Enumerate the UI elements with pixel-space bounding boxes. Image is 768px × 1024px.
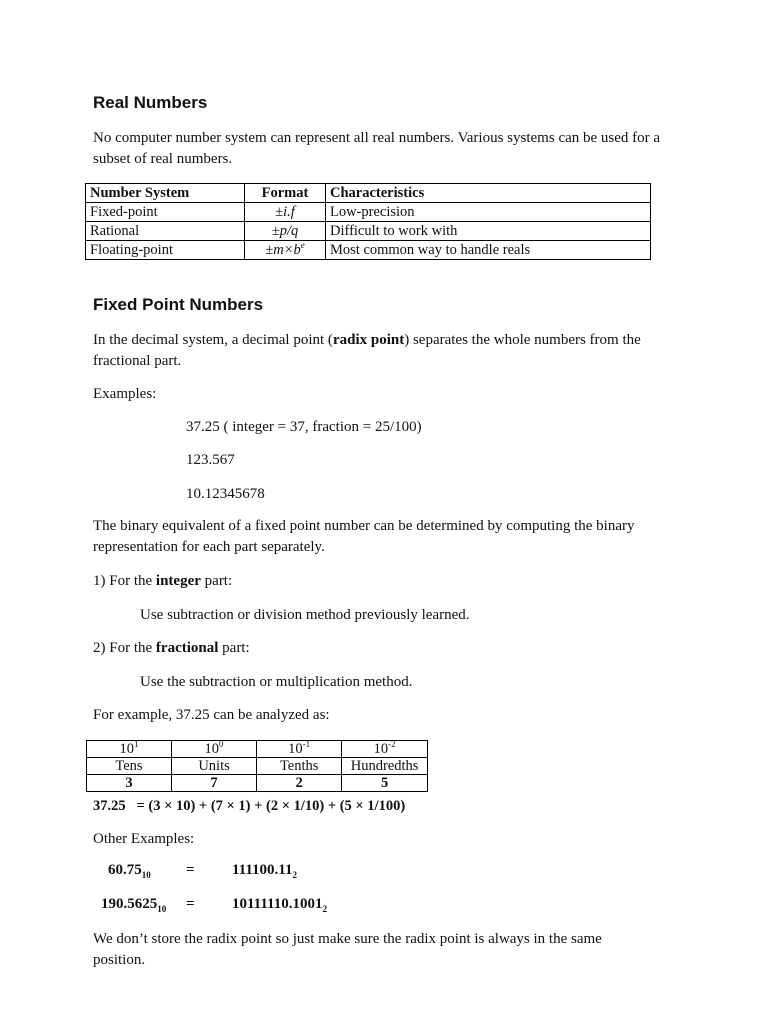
real-numbers-intro: No computer number system can represent all real numbers. Various systems can be used for a subset of real numbers. xyxy=(93,130,661,167)
section-title-real-numbers: Real Numbers xyxy=(93,93,208,112)
cell-characteristics: Difficult to work with xyxy=(326,222,651,241)
fractional-step-detail: Use the subtraction or multiplication method. xyxy=(140,674,413,690)
decimal-value: $190.5625_{10}$ xyxy=(101,896,167,914)
digit-cell: 3 xyxy=(87,775,172,792)
digit-cell: 2 xyxy=(257,775,342,792)
place-name-cell: Units xyxy=(172,758,257,775)
power-cell: $10^{-1}$ xyxy=(257,741,342,758)
format-base: ±m×b xyxy=(265,242,301,258)
digits-row xyxy=(87,775,428,792)
other-example-row xyxy=(108,862,408,884)
place-name-cell: Tenths xyxy=(257,758,342,775)
cell-system: Rational xyxy=(86,222,245,241)
integer-step-detail: Use subtraction or division method previously learned. xyxy=(140,607,470,623)
radix-point-term: radix point xyxy=(332,332,405,348)
cell-system: Fixed-point xyxy=(86,203,245,222)
integer-step: 1) For the integer part: xyxy=(93,573,233,589)
other-example-row xyxy=(101,896,421,918)
cell-format: ±i.f xyxy=(245,203,326,222)
names-row xyxy=(87,758,428,775)
closing-paragraph: We don’t store the radix point so just make sure the radix point is always in the same position. xyxy=(93,931,602,968)
example-item: 123.567 xyxy=(186,452,235,468)
power-cell: $10^{-2}$ xyxy=(342,741,428,758)
powers-row xyxy=(87,741,428,758)
binary-equivalent-paragraph: The binary equivalent of a fixed point number can be determined by computing the binary representation for each part separately. xyxy=(93,518,635,555)
digit-cell: 7 xyxy=(172,775,257,792)
cell-system: Floating-point xyxy=(86,241,245,260)
header-number-system: Number System xyxy=(86,184,245,203)
header-characteristics: Characteristics xyxy=(326,184,651,203)
example-intro: For example, 37.25 can be analyzed as: xyxy=(93,707,330,723)
expansion-formula: 37.25 = (3 × 10) + (7 × 1) + (2 × 1/10) + (5 × 1/100) xyxy=(93,798,406,814)
table-header-row xyxy=(86,184,651,203)
binary-value: $10111110.1001_2$ xyxy=(232,896,327,914)
header-format: Format xyxy=(245,184,326,203)
example-item: 37.25 ( integer = 37, fraction = 25/100) xyxy=(186,419,422,435)
table-row xyxy=(86,222,651,241)
cell-format: ±p/q xyxy=(245,222,326,241)
number-systems-table xyxy=(85,183,651,260)
place-name-cell: Tens xyxy=(87,758,172,775)
binary-value: $111100.11_2$ xyxy=(232,862,297,880)
example-item: 10.12345678 xyxy=(186,486,265,502)
cell-characteristics: Low-precision xyxy=(326,203,651,222)
decimal-value: $60.75_{10}$ xyxy=(108,862,151,880)
place-name-cell: Hundredths xyxy=(342,758,428,775)
radix-point-paragraph: In the decimal system, a decimal point (radix point) separates the whole numbers from the fractional part. xyxy=(93,332,641,369)
digit-cell: 5 xyxy=(342,775,428,792)
equals-sign: = xyxy=(186,896,195,912)
table-row xyxy=(86,203,651,222)
power-cell: $10^0$ xyxy=(172,741,257,758)
cell-format xyxy=(245,241,326,260)
place-value-table xyxy=(86,740,428,792)
section-title-fixed-point: Fixed Point Numbers xyxy=(93,295,264,314)
examples-label: Examples: xyxy=(93,386,157,402)
other-examples-label: Other Examples: xyxy=(93,831,195,847)
fractional-step: 2) For the fractional part: xyxy=(93,640,250,656)
format-exponent: e xyxy=(300,240,305,251)
equals-sign: = xyxy=(186,862,195,878)
power-cell: $10^1$ xyxy=(87,741,172,758)
cell-characteristics: Most common way to handle reals xyxy=(326,241,651,260)
table-row xyxy=(86,241,651,260)
